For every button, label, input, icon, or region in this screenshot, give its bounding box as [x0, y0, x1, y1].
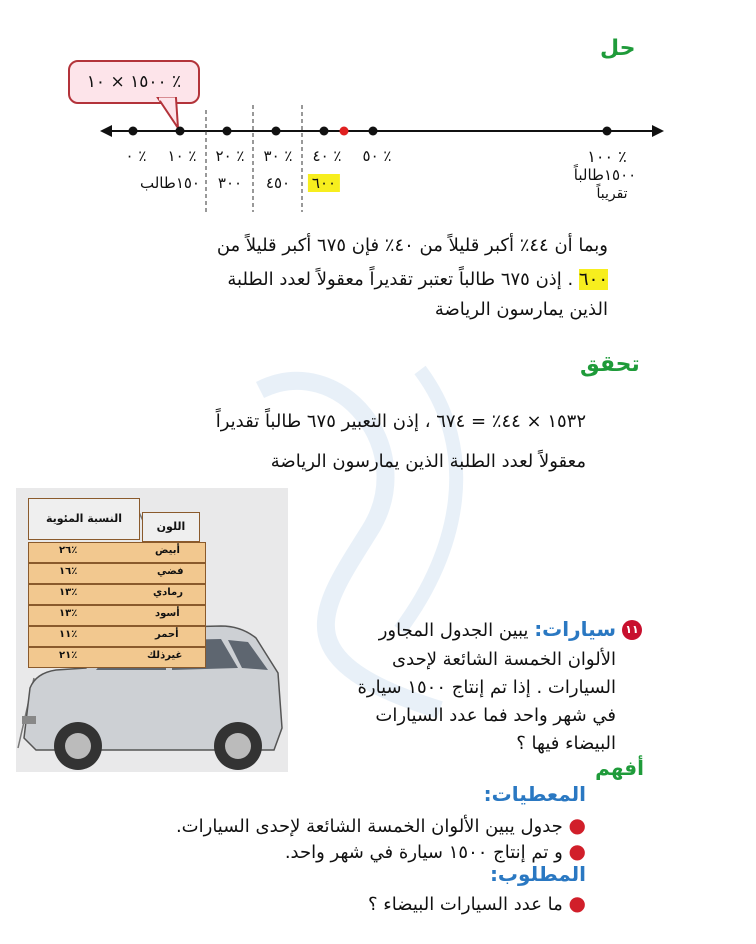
- table-cell-percent: ٢١٪: [59, 650, 78, 661]
- table-cell-color: رمادي: [153, 587, 183, 598]
- table-header-color: [142, 512, 200, 542]
- table-header-percent: [28, 498, 140, 540]
- problem-title: سيارات:: [534, 617, 616, 641]
- solution-line-2: [227, 264, 608, 295]
- problem-line-4: في شهر واحد فما عدد السيارات: [375, 705, 616, 726]
- problem-number-badge: [622, 620, 642, 640]
- number-line: [0, 0, 756, 230]
- students-label-450: ٤٥٠: [265, 174, 291, 192]
- understand-title: أفهم: [595, 756, 644, 780]
- solution-line-2-text: . إذن ٦٧٥ طالباً تعتبر تقديراً معقولاً لعدد الطلبة: [227, 269, 574, 290]
- given-item-2-text: و تم إنتاج ١٥٠٠ سيارة في شهر واحد.: [284, 842, 563, 863]
- check-line-2: معقولاً لعدد الطلبة الذين يمارسون الرياضة: [270, 451, 586, 472]
- percent-label-50: ٥٠ ٪: [362, 147, 392, 165]
- table-header-percent-text: النسبة المئوية: [45, 512, 123, 525]
- table-row: [28, 563, 206, 584]
- table-cell-color: أبيض: [155, 545, 180, 556]
- table-cell-color: فضي: [157, 566, 184, 577]
- solution-title: حل: [600, 36, 636, 61]
- table-cell-percent: ١٣٪: [59, 587, 78, 598]
- problem-line-5: البيضاء فيها ؟: [516, 733, 616, 754]
- table-row: [28, 647, 206, 668]
- table-cell-color: غيرذلك: [147, 650, 183, 661]
- students-label-600: ٦٠٠: [308, 174, 340, 192]
- table-row: [28, 605, 206, 626]
- check-title: تحقق: [580, 352, 640, 377]
- table-cell-color: أسود: [155, 608, 180, 619]
- table-cell-percent: ١١٪: [59, 629, 78, 640]
- table-row: [28, 584, 206, 605]
- given-title: المعطيات:: [483, 782, 586, 806]
- table-header-color-text: اللون: [156, 520, 186, 533]
- table-row: [28, 542, 206, 563]
- table-cell-color: أحمر: [155, 629, 179, 640]
- problem-number: ١١: [625, 623, 639, 636]
- bullet-icon: ●: [568, 839, 586, 863]
- approx-label: تقريباً: [596, 186, 628, 202]
- students-label-150: ١٥٠طالب: [140, 174, 200, 192]
- bullet-icon: ●: [568, 891, 586, 915]
- table-cell-percent: ١٣٪: [59, 608, 78, 619]
- percent-label-0: ٠ ٪: [125, 147, 147, 165]
- table-row: [28, 626, 206, 647]
- students-label-300: ٣٠٠: [217, 174, 243, 192]
- problem-line-2: الألوان الخمسة الشائعة لإحدى: [392, 649, 616, 670]
- bullet-icon: ●: [568, 813, 586, 837]
- solution-line-3: الذين يمارسون الرياضة: [434, 299, 608, 320]
- students-label-1500: ١٥٠٠طالباً: [573, 166, 637, 184]
- highlight-600: ٦٠٠: [578, 269, 608, 290]
- percent-label-10: ١٠ ٪: [167, 147, 197, 165]
- check-line-1: ١٥٣٢ × ٤٤٪ = ٦٧٤ ، إذن التعبير ٦٧٥ طالباً تقديراً: [215, 411, 586, 432]
- table-cell-percent: ١٦٪: [59, 566, 78, 577]
- problem-line-3: السيارات . إذا تم إنتاج ١٥٠٠ سيارة: [357, 677, 616, 698]
- callout-text: ١٥٠٠ × ١٠ ٪: [86, 72, 182, 92]
- required-title: المطلوب:: [489, 862, 586, 886]
- percent-label-20: ٢٠ ٪: [215, 147, 245, 165]
- solution-line-1: وبما أن ٤٤٪ أكبر قليلاً من ٤٠٪ فإن ٦٧٥ أكبر قليلاً من: [216, 235, 608, 256]
- percent-label-100: ١٠٠ ٪: [587, 147, 627, 166]
- required-item-1-text: ما عدد السيارات البيضاء ؟: [368, 894, 563, 915]
- percent-label-40: ٤٠ ٪: [312, 147, 342, 165]
- required-item-1: [368, 888, 586, 920]
- given-item-1-text: جدول يبين الألوان الخمسة الشائعة لإحدى السيارات.: [175, 816, 563, 837]
- table-cell-percent: ٢٦٪: [59, 545, 78, 556]
- problem-line-1-text: يبين الجدول المجاور: [378, 620, 529, 641]
- problem-line-1: [379, 614, 616, 646]
- percent-label-30: ٣٠ ٪: [263, 147, 293, 165]
